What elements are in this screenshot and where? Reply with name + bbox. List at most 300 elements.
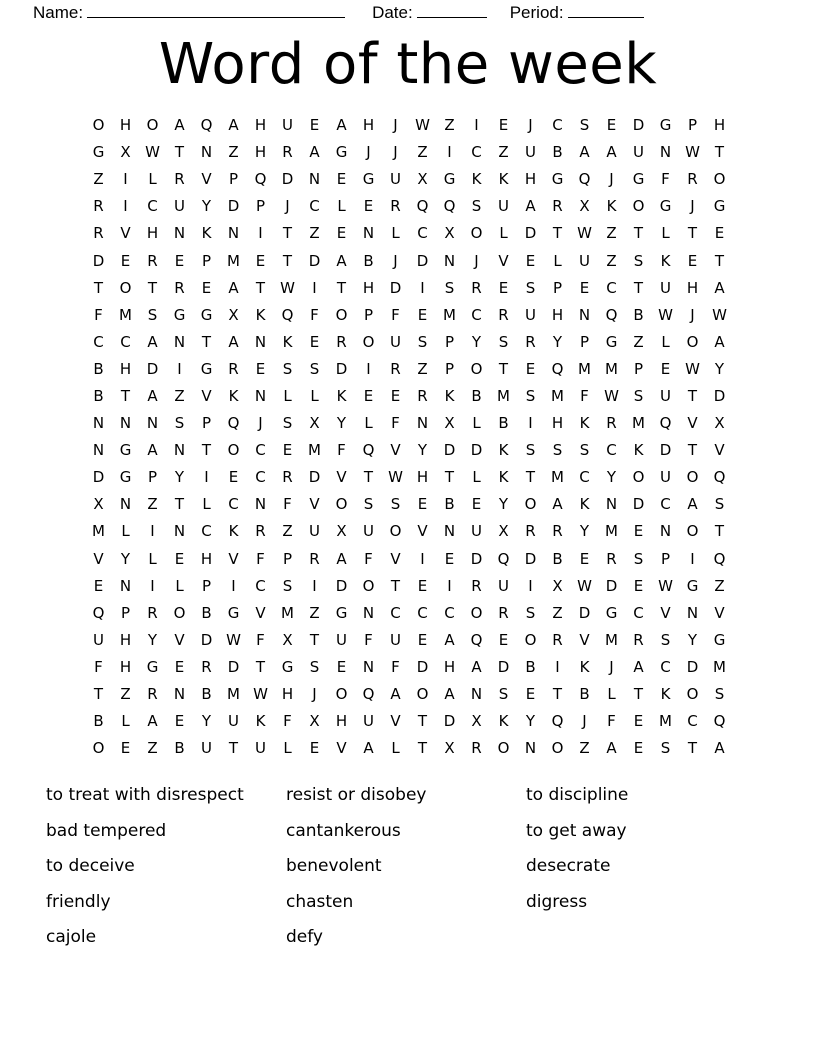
grid-cell[interactable]: L <box>472 468 481 487</box>
grid-cell[interactable]: C <box>660 657 671 676</box>
grid-cell[interactable]: T <box>336 278 347 297</box>
grid-cell[interactable]: T <box>147 278 158 297</box>
grid-cell[interactable]: Q <box>92 603 105 622</box>
grid-cell[interactable]: U <box>579 251 590 270</box>
grid-cell[interactable]: E <box>444 549 455 568</box>
grid-cell[interactable]: T <box>552 685 563 704</box>
grid-cell[interactable]: H <box>119 116 132 135</box>
grid-cell[interactable]: O <box>335 685 348 704</box>
grid-cell[interactable]: E <box>201 278 212 297</box>
grid-cell[interactable]: F <box>364 549 373 568</box>
grid-cell[interactable]: N <box>173 332 186 351</box>
grid-cell[interactable]: X <box>93 495 104 514</box>
grid-cell[interactable]: K <box>471 170 482 189</box>
grid-cell[interactable]: Q <box>362 685 375 704</box>
grid-cell[interactable]: X <box>444 414 455 433</box>
grid-cell[interactable]: A <box>147 332 158 351</box>
grid-cell[interactable]: G <box>281 657 294 676</box>
grid-cell[interactable]: J <box>366 143 371 162</box>
grid-cell[interactable]: M <box>551 386 564 405</box>
grid-cell[interactable]: E <box>714 224 725 243</box>
grid-cell[interactable]: R <box>471 576 482 595</box>
grid-cell[interactable]: A <box>309 143 320 162</box>
grid-cell[interactable]: O <box>173 603 186 622</box>
grid-cell[interactable]: Z <box>714 576 725 595</box>
grid-cell[interactable]: T <box>687 224 698 243</box>
grid-cell[interactable]: T <box>687 441 698 460</box>
grid-cell[interactable]: W <box>577 224 592 243</box>
grid-cell[interactable]: W <box>712 305 727 324</box>
grid-cell[interactable]: Z <box>579 739 590 758</box>
grid-cell[interactable]: Z <box>147 739 158 758</box>
grid-cell[interactable]: E <box>417 630 428 649</box>
grid-cell[interactable]: R <box>606 414 617 433</box>
grid-cell[interactable]: E <box>525 251 536 270</box>
grid-cell[interactable]: L <box>607 685 616 704</box>
grid-cell[interactable]: D <box>416 657 429 676</box>
grid-cell[interactable]: J <box>582 712 587 731</box>
grid-cell[interactable]: H <box>551 305 564 324</box>
grid-cell[interactable]: O <box>524 630 537 649</box>
grid-cell[interactable]: E <box>93 576 104 595</box>
grid-cell[interactable]: U <box>498 576 509 595</box>
grid-cell[interactable]: I <box>447 143 452 162</box>
grid-cell[interactable]: E <box>363 386 374 405</box>
grid-cell[interactable]: R <box>633 630 644 649</box>
grid-cell[interactable]: N <box>173 522 186 541</box>
grid-cell[interactable]: D <box>632 116 645 135</box>
grid-cell[interactable]: U <box>633 143 644 162</box>
grid-cell[interactable]: E <box>498 630 509 649</box>
grid-cell[interactable]: K <box>498 441 509 460</box>
grid-cell[interactable]: C <box>660 495 671 514</box>
grid-cell[interactable]: B <box>633 305 644 324</box>
grid-cell[interactable]: C <box>120 332 131 351</box>
grid-cell[interactable]: B <box>579 685 590 704</box>
grid-cell[interactable]: T <box>633 224 644 243</box>
grid-cell[interactable]: D <box>227 197 240 216</box>
grid-cell[interactable]: P <box>660 549 671 568</box>
grid-cell[interactable]: U <box>255 739 266 758</box>
grid-cell[interactable]: I <box>528 414 533 433</box>
grid-cell[interactable]: T <box>714 522 725 541</box>
grid-cell[interactable]: C <box>309 197 320 216</box>
grid-cell[interactable]: F <box>364 630 373 649</box>
grid-cell[interactable]: W <box>604 386 619 405</box>
grid-cell[interactable]: W <box>388 468 403 487</box>
grid-cell[interactable]: L <box>661 332 670 351</box>
grid-cell[interactable]: R <box>390 197 401 216</box>
grid-cell[interactable]: Q <box>713 712 726 731</box>
grid-cell[interactable]: A <box>147 386 158 405</box>
grid-cell[interactable]: S <box>363 495 374 514</box>
grid-cell[interactable]: T <box>282 251 293 270</box>
grid-cell[interactable]: L <box>283 386 292 405</box>
grid-cell[interactable]: P <box>147 468 158 487</box>
grid-cell[interactable]: U <box>228 712 239 731</box>
grid-cell[interactable]: D <box>146 359 159 378</box>
grid-cell[interactable]: A <box>336 549 347 568</box>
grid-cell[interactable]: B <box>93 359 104 378</box>
grid-cell[interactable]: A <box>228 116 239 135</box>
grid-cell[interactable]: T <box>174 143 185 162</box>
grid-cell[interactable]: G <box>659 197 672 216</box>
grid-cell[interactable]: T <box>201 441 212 460</box>
grid-cell[interactable]: H <box>362 116 375 135</box>
grid-cell[interactable]: U <box>282 116 293 135</box>
grid-cell[interactable]: D <box>416 251 429 270</box>
grid-cell[interactable]: I <box>204 468 209 487</box>
grid-cell[interactable]: C <box>633 603 644 622</box>
grid-cell[interactable]: Z <box>174 386 185 405</box>
grid-cell[interactable]: R <box>174 278 185 297</box>
grid-cell[interactable]: O <box>227 441 240 460</box>
grid-cell[interactable]: O <box>92 116 105 135</box>
grid-cell[interactable]: L <box>175 576 184 595</box>
grid-cell[interactable]: K <box>255 305 266 324</box>
grid-cell[interactable]: T <box>363 468 374 487</box>
grid-cell[interactable]: U <box>363 712 374 731</box>
grid-cell[interactable]: G <box>632 170 645 189</box>
grid-cell[interactable]: L <box>121 712 130 731</box>
grid-cell[interactable]: P <box>201 251 212 270</box>
grid-cell[interactable]: A <box>336 251 347 270</box>
grid-cell[interactable]: G <box>119 468 132 487</box>
grid-cell[interactable]: T <box>201 332 212 351</box>
grid-cell[interactable]: T <box>498 359 509 378</box>
grid-cell[interactable]: E <box>660 359 671 378</box>
grid-cell[interactable]: L <box>148 549 157 568</box>
grid-cell[interactable]: Y <box>417 441 428 460</box>
grid-cell[interactable]: B <box>363 251 374 270</box>
grid-cell[interactable]: C <box>606 278 617 297</box>
grid-cell[interactable]: O <box>524 495 537 514</box>
grid-cell[interactable]: X <box>120 143 131 162</box>
grid-cell[interactable]: D <box>470 549 483 568</box>
grid-cell[interactable]: D <box>443 712 456 731</box>
grid-cell[interactable]: V <box>228 549 239 568</box>
grid-cell[interactable]: N <box>308 170 321 189</box>
grid-cell[interactable]: W <box>658 305 673 324</box>
grid-cell[interactable]: D <box>281 170 294 189</box>
grid-cell[interactable]: G <box>713 630 726 649</box>
grid-cell[interactable]: C <box>579 468 590 487</box>
grid-cell[interactable]: J <box>690 197 695 216</box>
grid-cell[interactable]: R <box>228 359 239 378</box>
grid-cell[interactable]: E <box>579 549 590 568</box>
grid-cell[interactable]: V <box>336 739 347 758</box>
grid-cell[interactable]: E <box>633 739 644 758</box>
grid-cell[interactable]: B <box>201 685 212 704</box>
grid-cell[interactable]: Z <box>309 224 320 243</box>
grid-cell[interactable]: A <box>525 197 536 216</box>
grid-cell[interactable]: O <box>497 739 510 758</box>
grid-cell[interactable]: J <box>393 251 398 270</box>
grid-cell[interactable]: H <box>335 712 348 731</box>
grid-cell[interactable]: K <box>228 386 239 405</box>
grid-cell[interactable]: Q <box>659 414 672 433</box>
grid-cell[interactable]: T <box>93 685 104 704</box>
grid-cell[interactable]: F <box>283 712 292 731</box>
grid-cell[interactable]: D <box>632 495 645 514</box>
grid-cell[interactable]: A <box>390 685 401 704</box>
grid-cell[interactable]: G <box>362 170 375 189</box>
grid-cell[interactable]: G <box>713 197 726 216</box>
grid-cell[interactable]: H <box>362 278 375 297</box>
grid-cell[interactable]: A <box>147 441 158 460</box>
grid-cell[interactable]: D <box>659 441 672 460</box>
grid-cell[interactable]: O <box>335 495 348 514</box>
grid-cell[interactable]: E <box>336 170 347 189</box>
grid-cell[interactable]: R <box>255 522 266 541</box>
grid-cell[interactable]: G <box>605 332 618 351</box>
grid-cell[interactable]: V <box>255 603 266 622</box>
grid-cell[interactable]: N <box>470 685 483 704</box>
grid-cell[interactable]: Z <box>309 603 320 622</box>
grid-cell[interactable]: G <box>659 116 672 135</box>
grid-cell[interactable]: K <box>579 657 590 676</box>
grid-cell[interactable]: R <box>498 603 509 622</box>
grid-cell[interactable]: A <box>714 332 725 351</box>
grid-cell[interactable]: C <box>255 468 266 487</box>
grid-cell[interactable]: X <box>309 414 320 433</box>
grid-cell[interactable]: E <box>174 712 185 731</box>
grid-cell[interactable]: V <box>174 630 185 649</box>
grid-cell[interactable]: D <box>308 251 321 270</box>
grid-cell[interactable]: M <box>605 630 618 649</box>
grid-cell[interactable]: Y <box>120 549 131 568</box>
grid-cell[interactable]: E <box>174 549 185 568</box>
grid-cell[interactable]: X <box>228 305 239 324</box>
grid-cell[interactable]: V <box>336 468 347 487</box>
grid-cell[interactable]: W <box>685 143 700 162</box>
grid-cell[interactable]: W <box>280 278 295 297</box>
grid-cell[interactable]: E <box>525 359 536 378</box>
grid-cell[interactable]: K <box>606 197 617 216</box>
grid-cell[interactable]: K <box>579 414 590 433</box>
grid-cell[interactable]: U <box>660 468 671 487</box>
grid-cell[interactable]: I <box>177 359 182 378</box>
grid-cell[interactable]: I <box>447 576 452 595</box>
grid-cell[interactable]: B <box>93 712 104 731</box>
grid-cell[interactable]: Q <box>227 414 240 433</box>
grid-cell[interactable]: J <box>609 657 614 676</box>
grid-cell[interactable]: N <box>578 305 591 324</box>
grid-cell[interactable]: M <box>713 657 726 676</box>
grid-cell[interactable]: L <box>337 197 346 216</box>
grid-cell[interactable]: F <box>607 712 616 731</box>
grid-cell[interactable]: Z <box>498 143 509 162</box>
grid-cell[interactable]: R <box>525 522 536 541</box>
grid-cell[interactable]: D <box>524 549 537 568</box>
grid-cell[interactable]: D <box>308 468 321 487</box>
grid-cell[interactable]: L <box>364 414 373 433</box>
grid-cell[interactable]: J <box>528 116 533 135</box>
grid-cell[interactable]: D <box>389 278 402 297</box>
grid-cell[interactable]: A <box>444 630 455 649</box>
grid-cell[interactable]: Y <box>471 332 482 351</box>
grid-cell[interactable]: S <box>525 441 536 460</box>
grid-cell[interactable]: T <box>255 657 266 676</box>
grid-cell[interactable]: T <box>120 386 131 405</box>
grid-cell[interactable]: N <box>362 657 375 676</box>
grid-cell[interactable]: X <box>444 739 455 758</box>
grid-cell[interactable]: X <box>552 576 563 595</box>
grid-cell[interactable]: L <box>391 739 400 758</box>
grid-cell[interactable]: Y <box>336 414 347 433</box>
grid-cell[interactable]: C <box>471 143 482 162</box>
grid-cell[interactable]: V <box>390 441 401 460</box>
grid-cell[interactable]: I <box>474 116 479 135</box>
grid-cell[interactable]: B <box>498 414 509 433</box>
grid-cell[interactable]: S <box>498 685 509 704</box>
grid-cell[interactable]: G <box>146 657 159 676</box>
grid-cell[interactable]: E <box>687 251 698 270</box>
grid-cell[interactable]: D <box>713 386 726 405</box>
grid-cell[interactable]: A <box>444 685 455 704</box>
grid-cell[interactable]: T <box>444 468 455 487</box>
grid-cell[interactable]: N <box>605 495 618 514</box>
grid-cell[interactable]: M <box>281 603 294 622</box>
grid-cell[interactable]: R <box>147 603 158 622</box>
grid-cell[interactable]: S <box>714 495 725 514</box>
grid-cell[interactable]: V <box>201 386 212 405</box>
grid-cell[interactable]: F <box>391 414 400 433</box>
grid-cell[interactable]: M <box>443 305 456 324</box>
grid-cell[interactable]: S <box>309 657 320 676</box>
grid-cell[interactable]: X <box>336 522 347 541</box>
grid-cell[interactable]: L <box>283 739 292 758</box>
grid-cell[interactable]: X <box>471 712 482 731</box>
grid-cell[interactable]: N <box>686 603 699 622</box>
grid-cell[interactable]: S <box>390 495 401 514</box>
grid-cell[interactable]: C <box>552 116 563 135</box>
grid-cell[interactable]: N <box>659 143 672 162</box>
grid-cell[interactable]: R <box>282 468 293 487</box>
grid-cell[interactable]: D <box>335 359 348 378</box>
grid-cell[interactable]: E <box>120 739 131 758</box>
grid-cell[interactable]: Q <box>200 116 213 135</box>
grid-cell[interactable]: V <box>498 251 509 270</box>
grid-cell[interactable]: U <box>525 143 536 162</box>
grid-cell[interactable]: T <box>552 224 563 243</box>
grid-cell[interactable]: R <box>498 305 509 324</box>
grid-cell[interactable]: M <box>578 359 591 378</box>
grid-cell[interactable]: F <box>661 170 670 189</box>
grid-cell[interactable]: C <box>606 441 617 460</box>
grid-cell[interactable]: P <box>444 332 455 351</box>
grid-cell[interactable]: N <box>443 251 456 270</box>
grid-cell[interactable]: R <box>201 657 212 676</box>
grid-cell[interactable]: Y <box>687 630 698 649</box>
grid-cell[interactable]: V <box>390 712 401 731</box>
grid-cell[interactable]: Q <box>362 441 375 460</box>
grid-cell[interactable]: B <box>552 143 563 162</box>
name-writing-line[interactable] <box>87 3 345 18</box>
grid-cell[interactable]: O <box>335 305 348 324</box>
grid-cell[interactable]: E <box>498 278 509 297</box>
name-field[interactable] <box>33 3 345 23</box>
grid-cell[interactable]: Z <box>633 332 644 351</box>
grid-cell[interactable]: M <box>308 441 321 460</box>
grid-cell[interactable]: C <box>255 441 266 460</box>
grid-cell[interactable]: J <box>609 170 614 189</box>
grid-cell[interactable]: P <box>282 549 293 568</box>
grid-cell[interactable]: P <box>201 576 212 595</box>
grid-cell[interactable]: T <box>417 739 428 758</box>
grid-cell[interactable]: V <box>390 549 401 568</box>
grid-cell[interactable]: O <box>470 603 483 622</box>
grid-cell[interactable]: I <box>123 170 128 189</box>
grid-cell[interactable]: V <box>417 522 428 541</box>
grid-cell[interactable]: C <box>255 576 266 595</box>
grid-cell[interactable]: R <box>93 197 104 216</box>
grid-cell[interactable]: F <box>337 441 346 460</box>
grid-cell[interactable]: N <box>227 224 240 243</box>
grid-cell[interactable]: E <box>309 116 320 135</box>
grid-cell[interactable]: F <box>310 305 319 324</box>
grid-cell[interactable]: R <box>687 170 698 189</box>
grid-cell[interactable]: N <box>92 414 105 433</box>
grid-cell[interactable]: U <box>174 197 185 216</box>
grid-cell[interactable]: K <box>579 495 590 514</box>
grid-cell[interactable]: R <box>552 522 563 541</box>
grid-cell[interactable]: Z <box>417 143 428 162</box>
grid-cell[interactable]: E <box>309 332 320 351</box>
date-field[interactable] <box>372 3 487 23</box>
grid-cell[interactable]: D <box>524 224 537 243</box>
grid-cell[interactable]: D <box>227 657 240 676</box>
grid-cell[interactable]: U <box>390 630 401 649</box>
grid-cell[interactable]: I <box>312 576 317 595</box>
grid-cell[interactable]: M <box>497 386 510 405</box>
grid-cell[interactable]: I <box>366 359 371 378</box>
grid-cell[interactable]: S <box>633 386 644 405</box>
grid-cell[interactable]: I <box>420 549 425 568</box>
grid-cell[interactable]: C <box>201 522 212 541</box>
grid-cell[interactable]: W <box>226 630 241 649</box>
grid-cell[interactable]: H <box>119 359 132 378</box>
grid-cell[interactable]: Y <box>552 332 563 351</box>
grid-cell[interactable]: N <box>659 522 672 541</box>
grid-cell[interactable]: M <box>92 522 105 541</box>
grid-cell[interactable]: E <box>174 657 185 676</box>
grid-cell[interactable]: F <box>391 657 400 676</box>
grid-cell[interactable]: G <box>227 603 240 622</box>
grid-cell[interactable]: R <box>552 197 563 216</box>
grid-cell[interactable]: F <box>256 630 265 649</box>
grid-cell[interactable]: I <box>528 576 533 595</box>
grid-cell[interactable]: T <box>93 278 104 297</box>
grid-cell[interactable]: H <box>200 549 213 568</box>
grid-cell[interactable]: I <box>258 224 263 243</box>
grid-cell[interactable]: N <box>200 143 213 162</box>
grid-cell[interactable]: S <box>714 685 725 704</box>
grid-cell[interactable]: K <box>660 251 671 270</box>
grid-cell[interactable]: D <box>92 251 105 270</box>
grid-cell[interactable]: H <box>119 657 132 676</box>
grid-cell[interactable]: S <box>660 630 671 649</box>
grid-cell[interactable]: A <box>606 143 617 162</box>
grid-cell[interactable]: T <box>309 630 320 649</box>
grid-cell[interactable]: P <box>201 414 212 433</box>
grid-cell[interactable]: P <box>363 305 374 324</box>
grid-cell[interactable]: G <box>335 603 348 622</box>
grid-cell[interactable]: R <box>525 332 536 351</box>
grid-cell[interactable]: O <box>632 197 645 216</box>
grid-cell[interactable]: D <box>470 441 483 460</box>
grid-cell[interactable]: B <box>525 657 536 676</box>
